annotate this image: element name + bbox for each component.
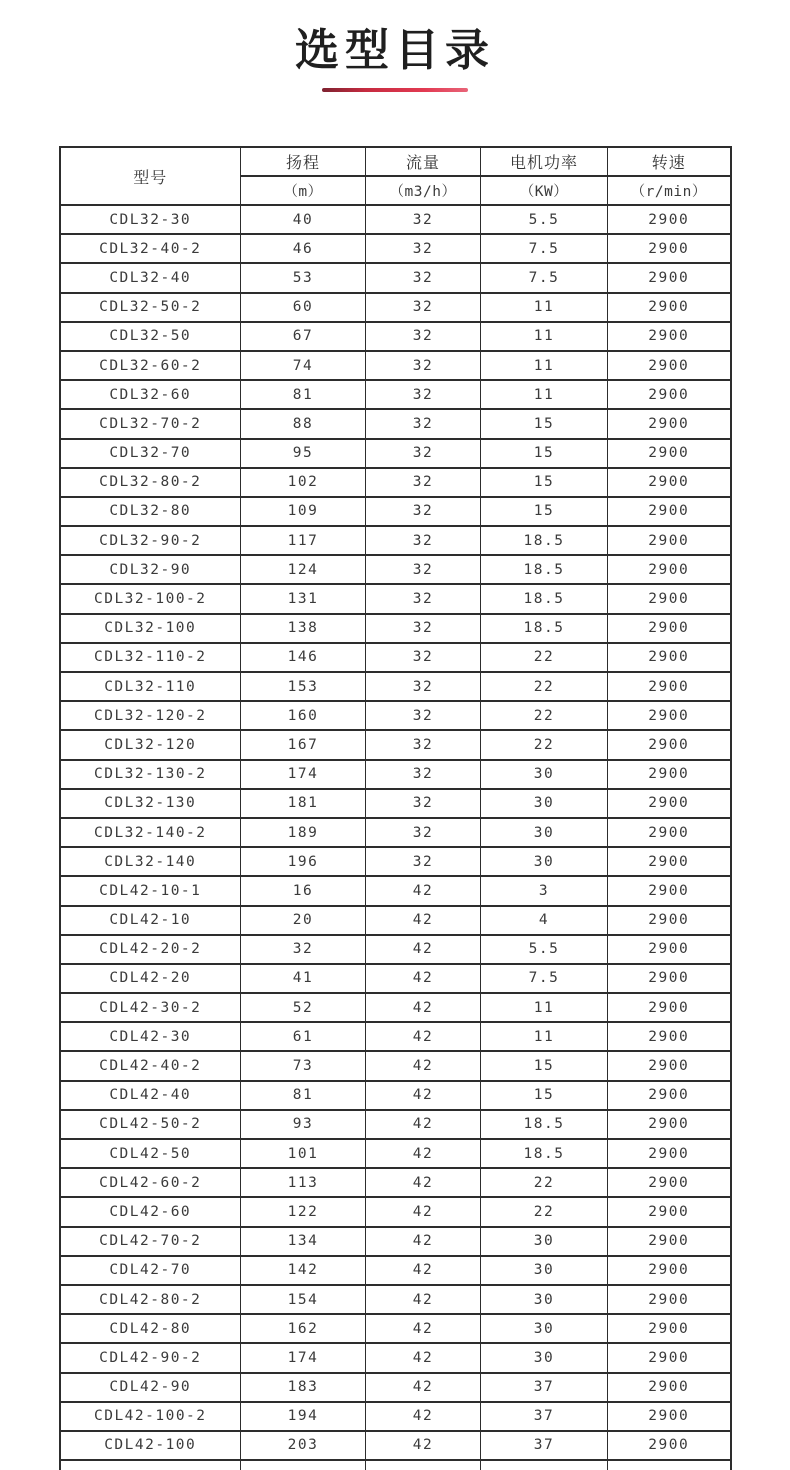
value-cell: 16 [241,876,366,905]
value-cell: 113 [241,1168,366,1197]
value-cell: 42 [366,906,481,935]
table-row [60,993,731,1022]
value-cell: 2900 [608,964,731,993]
value-cell: 42 [366,1022,481,1051]
model-cell: CDL42-70 [60,1256,241,1285]
value-cell: 194 [241,1402,366,1431]
value-cell: 42 [366,1285,481,1314]
table-row [60,351,731,380]
value-cell: 46 [241,234,366,263]
value-cell: 2900 [608,1343,731,1372]
table-row [60,1081,731,1110]
value-cell: 30 [481,760,608,789]
title-underline-accent [322,88,468,92]
value-cell: 42 [366,1051,481,1080]
value-cell: 32 [366,789,481,818]
table-row [60,1256,731,1285]
table-row [60,205,731,234]
model-cell: CDL42-50 [60,1139,241,1168]
table-row [60,555,731,584]
value-cell: 11 [481,380,608,409]
value-cell: 42 [366,1110,481,1139]
value-cell: 42 [366,1373,481,1402]
model-cell: CDL32-60 [60,380,241,409]
table-row [60,1139,731,1168]
value-cell: 42 [366,1314,481,1343]
table-row [60,847,731,876]
value-cell: 5.5 [481,205,608,234]
value-cell: 15 [481,409,608,438]
value-cell: 2900 [608,1197,731,1226]
value-cell: 40 [241,205,366,234]
value-cell: 2900 [608,701,731,730]
value-cell: 11 [481,993,608,1022]
model-cell: CDL42-30 [60,1022,241,1051]
table-row [60,584,731,613]
value-cell: 2900 [608,468,731,497]
value-cell: 142 [241,1256,366,1285]
value-cell: 117 [241,526,366,555]
value-cell: 67 [241,322,366,351]
value-cell: 20 [241,906,366,935]
value-cell: 32 [366,584,481,613]
table-row [60,964,731,993]
value-cell: 2900 [608,643,731,672]
value-cell: 2900 [608,1051,731,1080]
table-row [60,497,731,526]
value-cell: 160 [241,701,366,730]
value-cell: 81 [241,380,366,409]
table-row [60,1285,731,1314]
table-row [60,409,731,438]
model-cell: CDL32-100-2 [60,584,241,613]
table-row [60,1197,731,1226]
model-cell: CDL32-70-2 [60,409,241,438]
value-cell: 32 [366,643,481,672]
table-row [60,614,731,643]
model-cell: CDL32-80-2 [60,468,241,497]
value-cell: 11 [481,322,608,351]
header-row-labels [60,147,731,176]
model-cell: CDL32-140-2 [60,818,241,847]
value-cell: 18.5 [481,584,608,613]
value-cell: 122 [241,1197,366,1226]
value-cell: 32 [366,760,481,789]
value-cell: 32 [366,380,481,409]
model-cell: CDL32-90 [60,555,241,584]
value-cell: 2900 [608,614,731,643]
table-row [60,293,731,322]
value-cell: 102 [241,468,366,497]
value-cell: 32 [366,439,481,468]
table-row [60,789,731,818]
model-cell: CDL32-80 [60,497,241,526]
value-cell: 5.5 [481,935,608,964]
value-cell: 2900 [608,351,731,380]
value-cell: 42 [366,1402,481,1431]
empty-cell [60,1460,241,1470]
table-row [60,1110,731,1139]
value-cell: 30 [481,1227,608,1256]
value-cell: 15 [481,1051,608,1080]
value-cell: 138 [241,614,366,643]
value-cell: 2900 [608,322,731,351]
page-title: 选型目录 [295,26,495,75]
model-cell: CDL32-30 [60,205,241,234]
value-cell: 30 [481,847,608,876]
model-cell: CDL42-40-2 [60,1051,241,1080]
value-cell: 2900 [608,380,731,409]
value-cell: 196 [241,847,366,876]
value-cell: 22 [481,1168,608,1197]
value-cell: 2900 [608,906,731,935]
value-cell: 109 [241,497,366,526]
value-cell: 32 [366,730,481,759]
value-cell: 32 [366,409,481,438]
value-cell: 60 [241,293,366,322]
value-cell: 2900 [608,584,731,613]
value-cell: 2900 [608,1081,731,1110]
table-cutoff-row [60,1460,731,1470]
value-cell: 30 [481,818,608,847]
column-unit-power: （KW） [481,176,608,205]
value-cell: 4 [481,906,608,935]
model-cell: CDL32-140 [60,847,241,876]
table-row [60,701,731,730]
value-cell: 7.5 [481,234,608,263]
value-cell: 30 [481,1343,608,1372]
value-cell: 203 [241,1431,366,1460]
table-row [60,1373,731,1402]
column-header-flow: 流量 [366,147,481,176]
empty-cell [608,1460,731,1470]
table-row [60,322,731,351]
table-row [60,1227,731,1256]
model-cell: CDL32-70 [60,439,241,468]
value-cell: 11 [481,293,608,322]
value-cell: 2900 [608,1139,731,1168]
value-cell: 15 [481,1081,608,1110]
value-cell: 32 [241,935,366,964]
value-cell: 22 [481,1197,608,1226]
value-cell: 32 [366,672,481,701]
model-cell: CDL42-100-2 [60,1402,241,1431]
model-cell: CDL42-60-2 [60,1168,241,1197]
value-cell: 32 [366,263,481,292]
value-cell: 95 [241,439,366,468]
empty-cell [241,1460,366,1470]
empty-cell [481,1460,608,1470]
empty-cell [366,1460,481,1470]
value-cell: 42 [366,935,481,964]
selection-table [59,146,732,1470]
value-cell: 32 [366,322,481,351]
value-cell: 32 [366,205,481,234]
value-cell: 32 [366,293,481,322]
model-cell: CDL32-130-2 [60,760,241,789]
value-cell: 18.5 [481,555,608,584]
column-header-power: 电机功率 [481,147,608,176]
value-cell: 42 [366,993,481,1022]
value-cell: 2900 [608,1285,731,1314]
model-cell: CDL42-20 [60,964,241,993]
value-cell: 7.5 [481,263,608,292]
value-cell: 2900 [608,293,731,322]
value-cell: 32 [366,614,481,643]
value-cell: 18.5 [481,1110,608,1139]
table-row [60,1343,731,1372]
value-cell: 61 [241,1022,366,1051]
value-cell: 11 [481,1022,608,1051]
value-cell: 42 [366,876,481,905]
table-row [60,1314,731,1343]
value-cell: 2900 [608,234,731,263]
value-cell: 124 [241,555,366,584]
value-cell: 2900 [608,1227,731,1256]
value-cell: 2900 [608,205,731,234]
value-cell: 2900 [608,876,731,905]
value-cell: 74 [241,351,366,380]
model-cell: CDL42-10 [60,906,241,935]
value-cell: 42 [366,964,481,993]
value-cell: 32 [366,351,481,380]
value-cell: 42 [366,1227,481,1256]
table-row [60,876,731,905]
table-row [60,672,731,701]
value-cell: 2900 [608,1110,731,1139]
value-cell: 32 [366,526,481,555]
model-cell: CDL32-40 [60,263,241,292]
table-row [60,935,731,964]
table-row [60,439,731,468]
value-cell: 2900 [608,1431,731,1460]
model-cell: CDL42-90-2 [60,1343,241,1372]
value-cell: 73 [241,1051,366,1080]
model-cell: CDL32-40-2 [60,234,241,263]
value-cell: 42 [366,1256,481,1285]
value-cell: 53 [241,263,366,292]
value-cell: 42 [366,1197,481,1226]
value-cell: 93 [241,1110,366,1139]
value-cell: 88 [241,409,366,438]
model-cell: CDL32-100 [60,614,241,643]
value-cell: 2900 [608,263,731,292]
model-cell: CDL42-70-2 [60,1227,241,1256]
column-header-head: 扬程 [241,147,366,176]
value-cell: 32 [366,555,481,584]
table-row [60,526,731,555]
value-cell: 42 [366,1431,481,1460]
table-row [60,1402,731,1431]
value-cell: 18.5 [481,614,608,643]
value-cell: 174 [241,760,366,789]
value-cell: 3 [481,876,608,905]
table-row [60,1431,731,1460]
value-cell: 101 [241,1139,366,1168]
value-cell: 2900 [608,555,731,584]
value-cell: 37 [481,1431,608,1460]
table-row [60,906,731,935]
value-cell: 30 [481,1314,608,1343]
value-cell: 18.5 [481,1139,608,1168]
model-cell: CDL32-50-2 [60,293,241,322]
value-cell: 15 [481,497,608,526]
value-cell: 7.5 [481,964,608,993]
value-cell: 11 [481,351,608,380]
value-cell: 30 [481,1256,608,1285]
value-cell: 183 [241,1373,366,1402]
column-header-speed: 转速 [608,147,731,176]
model-cell: CDL32-120 [60,730,241,759]
value-cell: 2900 [608,730,731,759]
value-cell: 2900 [608,993,731,1022]
table-row [60,1051,731,1080]
column-unit-flow: （m3/h） [366,176,481,205]
table-row [60,380,731,409]
value-cell: 2900 [608,1314,731,1343]
table-row [60,760,731,789]
model-cell: CDL42-10-1 [60,876,241,905]
value-cell: 30 [481,1285,608,1314]
value-cell: 42 [366,1139,481,1168]
value-cell: 22 [481,643,608,672]
value-cell: 131 [241,584,366,613]
model-cell: CDL42-50-2 [60,1110,241,1139]
value-cell: 2900 [608,672,731,701]
model-cell: CDL42-80 [60,1314,241,1343]
model-cell: CDL42-80-2 [60,1285,241,1314]
value-cell: 15 [481,468,608,497]
value-cell: 15 [481,439,608,468]
value-cell: 30 [481,789,608,818]
model-cell: CDL42-60 [60,1197,241,1226]
value-cell: 32 [366,818,481,847]
value-cell: 2900 [608,526,731,555]
value-cell: 2900 [608,789,731,818]
value-cell: 2900 [608,1373,731,1402]
value-cell: 22 [481,672,608,701]
value-cell: 146 [241,643,366,672]
model-cell: CDL32-50 [60,322,241,351]
value-cell: 154 [241,1285,366,1314]
value-cell: 2900 [608,847,731,876]
table-header [60,147,731,205]
value-cell: 2900 [608,935,731,964]
value-cell: 37 [481,1402,608,1431]
table-row [60,263,731,292]
column-unit-head: （m） [241,176,366,205]
value-cell: 41 [241,964,366,993]
value-cell: 2900 [608,760,731,789]
value-cell: 81 [241,1081,366,1110]
value-cell: 134 [241,1227,366,1256]
table-row [60,468,731,497]
model-cell: CDL32-60-2 [60,351,241,380]
table-row [60,730,731,759]
value-cell: 2900 [608,1168,731,1197]
value-cell: 32 [366,497,481,526]
value-cell: 42 [366,1343,481,1372]
value-cell: 37 [481,1373,608,1402]
value-cell: 153 [241,672,366,701]
model-cell: CDL32-110 [60,672,241,701]
column-unit-speed: （r/min） [608,176,731,205]
column-header-model: 型号 [60,147,241,205]
value-cell: 32 [366,847,481,876]
model-cell: CDL42-90 [60,1373,241,1402]
value-cell: 2900 [608,1402,731,1431]
model-cell: CDL42-100 [60,1431,241,1460]
value-cell: 52 [241,993,366,1022]
value-cell: 2900 [608,497,731,526]
value-cell: 167 [241,730,366,759]
value-cell: 42 [366,1168,481,1197]
value-cell: 189 [241,818,366,847]
value-cell: 32 [366,234,481,263]
value-cell: 2900 [608,1256,731,1285]
model-cell: CDL42-30-2 [60,993,241,1022]
value-cell: 174 [241,1343,366,1372]
model-cell: CDL42-20-2 [60,935,241,964]
table-row [60,643,731,672]
table-row [60,818,731,847]
model-cell: CDL32-120-2 [60,701,241,730]
value-cell: 22 [481,701,608,730]
model-cell: CDL32-110-2 [60,643,241,672]
model-cell: CDL42-40 [60,1081,241,1110]
model-cell: CDL32-130 [60,789,241,818]
value-cell: 32 [366,468,481,497]
value-cell: 2900 [608,818,731,847]
model-cell: CDL32-90-2 [60,526,241,555]
value-cell: 22 [481,730,608,759]
value-cell: 2900 [608,439,731,468]
table-body [60,205,731,1460]
table-row [60,1022,731,1051]
value-cell: 2900 [608,409,731,438]
value-cell: 32 [366,701,481,730]
value-cell: 18.5 [481,526,608,555]
table-row [60,234,731,263]
partial-row [60,1460,731,1470]
value-cell: 42 [366,1081,481,1110]
value-cell: 2900 [608,1022,731,1051]
table-row [60,1168,731,1197]
value-cell: 181 [241,789,366,818]
value-cell: 162 [241,1314,366,1343]
